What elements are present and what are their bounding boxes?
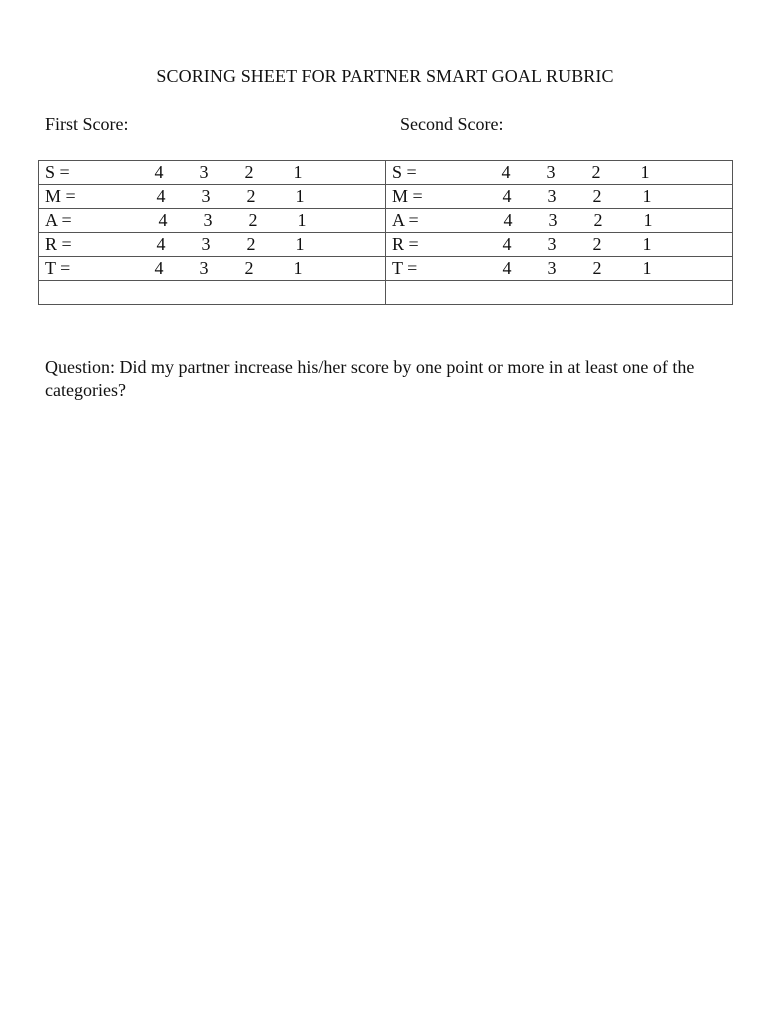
second-row-a xyxy=(386,208,732,232)
score-3: 3 xyxy=(203,210,213,230)
score-2: 2 xyxy=(591,162,601,182)
category-label: R = xyxy=(45,234,72,254)
category-label: T = xyxy=(45,258,71,278)
score-2: 2 xyxy=(592,186,602,206)
category-label: M = xyxy=(45,186,76,206)
first-row-a xyxy=(39,208,385,232)
second-score-label: Second Score: xyxy=(400,114,504,134)
score-3: 3 xyxy=(547,186,557,206)
score-1: 1 xyxy=(293,162,303,182)
second-row-t xyxy=(386,256,732,280)
category-label: A = xyxy=(392,210,419,230)
score-1: 1 xyxy=(642,186,652,206)
score-4: 4 xyxy=(502,234,512,254)
score-4: 4 xyxy=(502,186,512,206)
score-1: 1 xyxy=(293,258,303,278)
score-4: 4 xyxy=(154,162,164,182)
first-empty-cell xyxy=(39,281,386,305)
first-row-s xyxy=(39,161,385,184)
score-4: 4 xyxy=(501,162,511,182)
second-row-r xyxy=(386,232,732,256)
score-3: 3 xyxy=(547,234,557,254)
score-3: 3 xyxy=(199,258,209,278)
score-3: 3 xyxy=(199,162,209,182)
score-3: 3 xyxy=(201,234,211,254)
score-4: 4 xyxy=(154,258,164,278)
score-3: 3 xyxy=(547,258,557,278)
question-text: Question: Did my partner increase his/her score by one point or more in at least one of the categories? xyxy=(45,357,695,400)
score-2: 2 xyxy=(244,258,254,278)
category-label: A = xyxy=(45,210,72,230)
score-1: 1 xyxy=(297,210,307,230)
score-1: 1 xyxy=(640,162,650,182)
category-label: S = xyxy=(392,162,417,182)
score-1: 1 xyxy=(642,258,652,278)
score-4: 4 xyxy=(502,258,512,278)
first-row-r xyxy=(39,232,385,256)
score-table xyxy=(38,160,733,305)
score-2: 2 xyxy=(244,162,254,182)
score-1: 1 xyxy=(295,234,305,254)
category-label: M = xyxy=(392,186,423,206)
category-label: R = xyxy=(392,234,419,254)
second-score-cell xyxy=(386,161,733,281)
score-4: 4 xyxy=(156,186,166,206)
second-row-m xyxy=(386,184,732,208)
first-row-m xyxy=(39,184,385,208)
score-4: 4 xyxy=(503,210,513,230)
score-4: 4 xyxy=(156,234,166,254)
score-2: 2 xyxy=(246,186,256,206)
second-empty-cell xyxy=(386,281,733,305)
score-2: 2 xyxy=(593,210,603,230)
score-1: 1 xyxy=(643,210,653,230)
score-1: 1 xyxy=(642,234,652,254)
first-score-cell xyxy=(39,161,386,281)
table-row-empty xyxy=(39,281,733,305)
page-title: SCORING SHEET FOR PARTNER SMART GOAL RUBRIC xyxy=(156,66,614,86)
score-2: 2 xyxy=(592,258,602,278)
second-row-s xyxy=(386,161,732,184)
category-label: T = xyxy=(392,258,418,278)
score-2: 2 xyxy=(248,210,258,230)
score-1: 1 xyxy=(295,186,305,206)
first-row-t xyxy=(39,256,385,280)
score-3: 3 xyxy=(201,186,211,206)
category-label: S = xyxy=(45,162,70,182)
first-score-label: First Score: xyxy=(45,114,129,134)
score-2: 2 xyxy=(246,234,256,254)
score-4: 4 xyxy=(158,210,168,230)
score-3: 3 xyxy=(548,210,558,230)
score-3: 3 xyxy=(546,162,556,182)
score-2: 2 xyxy=(592,234,602,254)
